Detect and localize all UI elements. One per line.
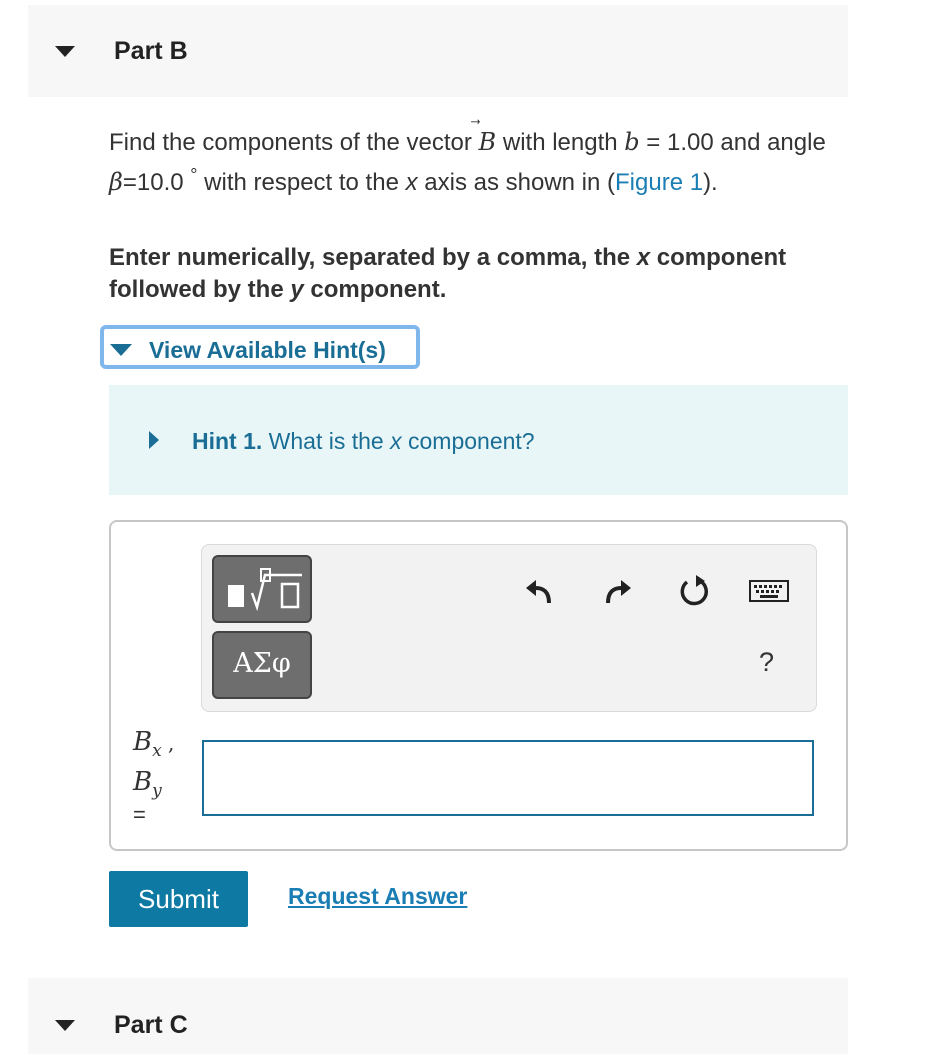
view-hints-button[interactable] — [100, 325, 420, 369]
reset-icon[interactable] — [676, 573, 712, 609]
problem-text: = 1.00 and angle — [639, 129, 826, 156]
templates-icon — [214, 557, 310, 621]
redo-icon[interactable] — [599, 573, 635, 609]
problem-text: with respect to the — [197, 169, 406, 196]
equals-sign: = — [133, 802, 146, 827]
answer-box — [109, 520, 848, 851]
request-answer-link[interactable]: Request Answer — [288, 883, 468, 909]
greek-symbols-button[interactable]: ΑΣφ — [212, 631, 312, 699]
problem-text: Find the components of the vector — [109, 129, 479, 156]
degree-symbol: ° — [190, 165, 198, 185]
keyboard-icon[interactable] — [748, 573, 790, 609]
problem-text: ). — [703, 169, 718, 196]
expand-triangle-icon[interactable] — [149, 431, 159, 449]
problem-statement — [109, 126, 839, 199]
angle-symbol: β — [109, 168, 123, 196]
length-symbol: b — [624, 128, 640, 156]
hint-panel — [109, 385, 848, 495]
view-hints-label: View Available Hint(s) — [149, 337, 386, 363]
hint-toggle-triangle-icon — [110, 344, 132, 356]
part-c-title: Part C — [114, 1011, 188, 1039]
templates-button[interactable] — [212, 555, 312, 623]
part-c-header[interactable] — [28, 978, 848, 1054]
submit-button[interactable]: Submit — [109, 871, 248, 927]
part-b-header[interactable] — [28, 5, 848, 97]
collapse-triangle-icon[interactable] — [55, 1020, 75, 1031]
collapse-triangle-icon[interactable] — [55, 46, 75, 57]
axis-symbol: x — [405, 169, 418, 196]
vector-b-symbol: B — [478, 128, 497, 156]
problem-text: with length — [496, 129, 625, 156]
instruction-text: Enter numerically, separated by a comma, the x component followed by the y component. — [109, 244, 787, 303]
answer-input[interactable] — [202, 740, 814, 816]
problem-text: axis as shown in ( — [417, 169, 616, 196]
angle-value: =10.0 — [122, 169, 184, 196]
answer-variable-label: $B_x$ , $B_y$ — [133, 727, 175, 802]
hint-1[interactable]: Hint 1. What is the x component? — [192, 428, 535, 454]
help-button[interactable]: ? — [759, 647, 775, 677]
undo-icon[interactable] — [522, 573, 558, 609]
math-toolbar — [201, 544, 817, 712]
figure-link[interactable]: Figure 1 — [615, 169, 704, 196]
part-b-title: Part B — [114, 37, 188, 65]
